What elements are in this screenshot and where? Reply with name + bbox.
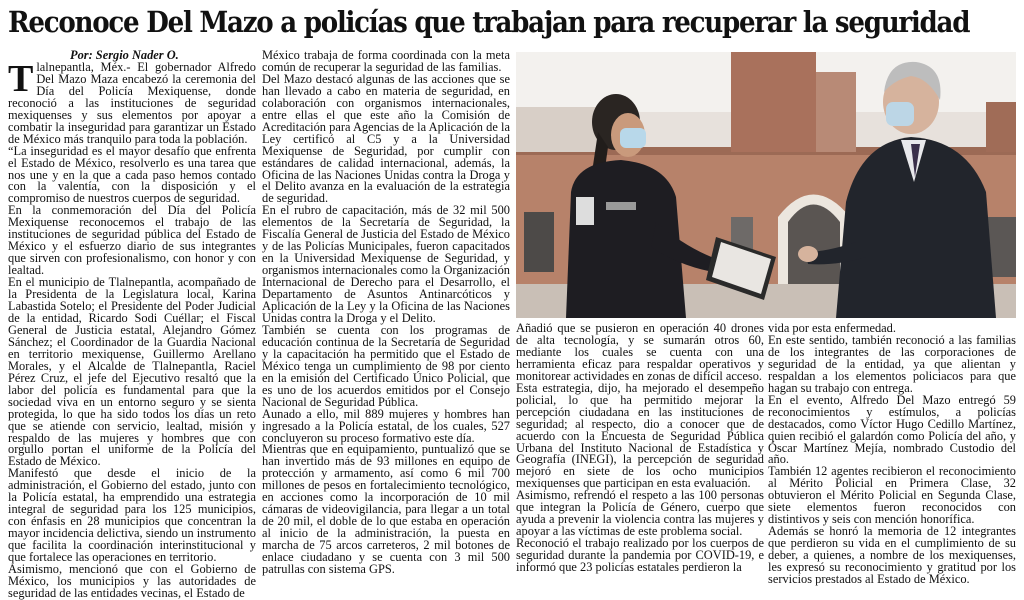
paragraph: Esta estrategia, dijo, ha mejorado el desempeño policial, lo que ha permitido mejorar la percepción ciudadana en las instituciones de seguridad; al respecto, dio a conocer que de acuerdo con la Encuesta de Seguridad Pública Urbana del Instituto Nacional de Estadística y Geografía (INEGI), la percepción de seguridad mejoró en siete de los ocho municipios mexiquenses que participan en esta evaluación.: [516, 380, 764, 491]
byline: Por: Sergio Nader O.: [70, 48, 179, 62]
paragraph: Además se honró la memoria de 12 integrantes que perdieron su vida en el cumplimiento de su deber, a quienes, a nombre de los mexiquenses, les expresó su reconocimiento y gratitud por los servicios prestados al Estado de México.: [768, 524, 1016, 587]
paragraph: “La inseguridad es el mayor desafío que enfrenta el Estado de México, resolverlo es una tarea que nos une y en la que a cada paso hemos contado con la valentía, con la disposición y el compromiso de nuestros cuerpos de seguridad.: [8, 143, 256, 206]
article-column-2: [262, 48, 510, 576]
headline: Reconoce Del Mazo a policías que trabajan para recuperar la seguridad: [8, 5, 970, 39]
paragraph: Asimismo, mencionó que con el Gobierno de México, los municipios y las autoridades de seguridad de las entidades vecinas, el Estado de: [8, 561, 256, 600]
article-column-1: [8, 48, 256, 600]
paragraph: Manifestó que desde el inicio de la administración, el Gobierno del estado, junto con la Policía estatal, ha emprendido una estrategia integral de seguridad para los 125 municipios, con énfasis en 28 municipios que concentran la mayor incidencia delictiva, siendo un instrumento que facilita la coordinación interinstitucional y que fortalece las operaciones en territorio.: [8, 466, 256, 565]
paragraph: En este sentido, también reconoció a las familias de los integrantes de las corporaciones de seguridad de la entidad, ya que alientan y respaldan a los elementos policiacos para que hagan su trabajo con entrega.: [768, 332, 1016, 395]
article-column-4: [768, 323, 1016, 587]
article-column-3: [516, 323, 764, 587]
paragraph-text: lalnepantla, Méx.- El gobernador Alfredo Del Mazo Maza encabezó la ceremonia del Día del Policía Mexiquense, donde reconoció a las instituciones de seguridad mexiquenses y sus elementos por apoyar a combatir la inseguridad para garantizar un Estado de México más tranquilo para toda la población.: [8, 59, 256, 146]
drop-cap: T: [8, 57, 34, 100]
paragraph: vida por esta enfermedad.: [768, 321, 896, 335]
news-photo: [516, 52, 1016, 318]
paragraph: Asimismo, refrendó el respeto a las 100 personas que integran la Policía de Género, cuerpo que ayuda a prevenir la violencia contra las mujeres y apoyar a las víctimas de este problema social.: [516, 488, 764, 539]
paragraph: En el municipio de Tlalnepantla, acompañado de la Presidenta de la Legislatura local, Karina Labastida Sotelo; el Presidente del Poder Judicial de la entidad, Ricardo Sodi Cuéllar; el Fiscal General de Justicia estatal, Alejandro Gómez Sánchez; el Coordinador de la Guardia Nacional en territorio mexiquense, Guillermo Arellano Morales, y el Alcalde de Tlalnepantla, Raciel Pérez Cruz, el jefe del Ejecutivo resaltó que la labor del policía es fundamental para que la sociedad viva en un entorno seguro y se sienta protegida, lo que ha sido todos los días un reto que se atiende con servicio, lealtad, misión y respaldo de las mujeres y hombres que con orgullo portan el uniforme de la Policía del Estado de México.: [8, 275, 256, 469]
paragraph: En la conmemoración del Día del Policía Mexiquense reconocemos el trabajo de las instituciones de seguridad pública del Estado de México y el esfuerzo diario de sus integrantes que sirven con profesionalismo, con honor y con lealtad.: [8, 203, 256, 278]
paragraph: En el evento, Alfredo Del Mazo entregó 59 reconocimientos y estímulos, a policías destacados, como Víctor Hugo Cedillo Martínez, quien recibió el galardón como Policía del año, y Óscar Martínez Mejía, nombrado Custodio del año.: [768, 392, 1016, 467]
paragraph: Aunado a ello, mil 889 mujeres y hombres han ingresado a la Policía estatal, de los cuales, 527 concluyeron su proceso formativo este día.: [262, 406, 510, 445]
paragraph: México trabaja de forma coordinada con la meta común de recuperar la seguridad de las familias.: [262, 48, 510, 74]
paragraph: Añadió que se pusieron en operación 40 drones de alta tecnología, y se sumarán otros 60, mediante los cuales se cuenta con una herramienta eficaz para respaldar operativos y monitorear actividades en zonas de difícil acceso.: [516, 321, 764, 383]
photo-illustration: [516, 52, 1016, 318]
paragraph: Reconoció el trabajo realizado por los cuerpos de seguridad durante la pandemia por COVID-19, e informó que 23 policías estatales perdieron la: [516, 536, 764, 575]
paragraph: También se cuenta con los programas de educación continua de la Secretaría de Seguridad y la capacitación ha permitido que el Estado de México tenga un cumplimiento de 98 por ciento en la emisión del Certificado Único Policial, que es uno de los acuerdos emitidos por el Consejo Nacional de Seguridad Pública.: [262, 322, 510, 409]
paragraph: Del Mazo destacó algunas de las acciones que se han llevado a cabo en materia de seguridad, en colaboración con organismos internacionales, entre ellas el que este año la Comisión de Acreditación para Agencias de la Aplicación de la Ley certificó al C5 y a la Universidad Mexiquense de Seguridad, por cumplir con estándares de calidad internacional, además, la Oficina de las Naciones Unidas contra la Droga y el Delito avanza en la evaluación de la estrategia de seguridad.: [262, 71, 510, 206]
paragraph: En el rubro de capacitación, más de 32 mil 500 elementos de la Secretaría de Seguridad, la Fiscalía General de Justicia del Estado de México y de las Policías Municipales, fueron capacitados en la Universidad Mexiquense de Seguridad, y organismos internacionales como la Organización Internacional de Derecho para el Desarrollo, el Departamento de Asuntos Antinarcóticos y Aplicación de la Ley y la Oficina de las Naciones Unidas contra la Droga y el Delito.: [262, 203, 510, 325]
paragraph: [8, 57, 256, 146]
paragraph: También 12 agentes recibieron el reconocimiento al Mérito Policial en Primera Clase, 32 obtuvieron el Mérito Policial en Segunda Clase, siete elementos fueron reconocidos con distintivos y seis con mención honorífica.: [768, 464, 1016, 527]
paragraph: Mientras que en equipamiento, puntualizó que se han invertido más de 93 millones en equipo de protección y armamento, así como 6 mil 700 millones de pesos en fortalecimiento tecnológico, en acciones como la incorporación de 10 mil cámaras de videovigilancia, para llegar a un total de 20 mil, el doble de lo que estaba en operación al inicio de la administración, la puesta en marcha de 75 arcos carreteros, 2 mil botones de enlace ciudadano y se cuenta con 3 mil 500 patrullas con sistema GPS.: [262, 442, 510, 576]
